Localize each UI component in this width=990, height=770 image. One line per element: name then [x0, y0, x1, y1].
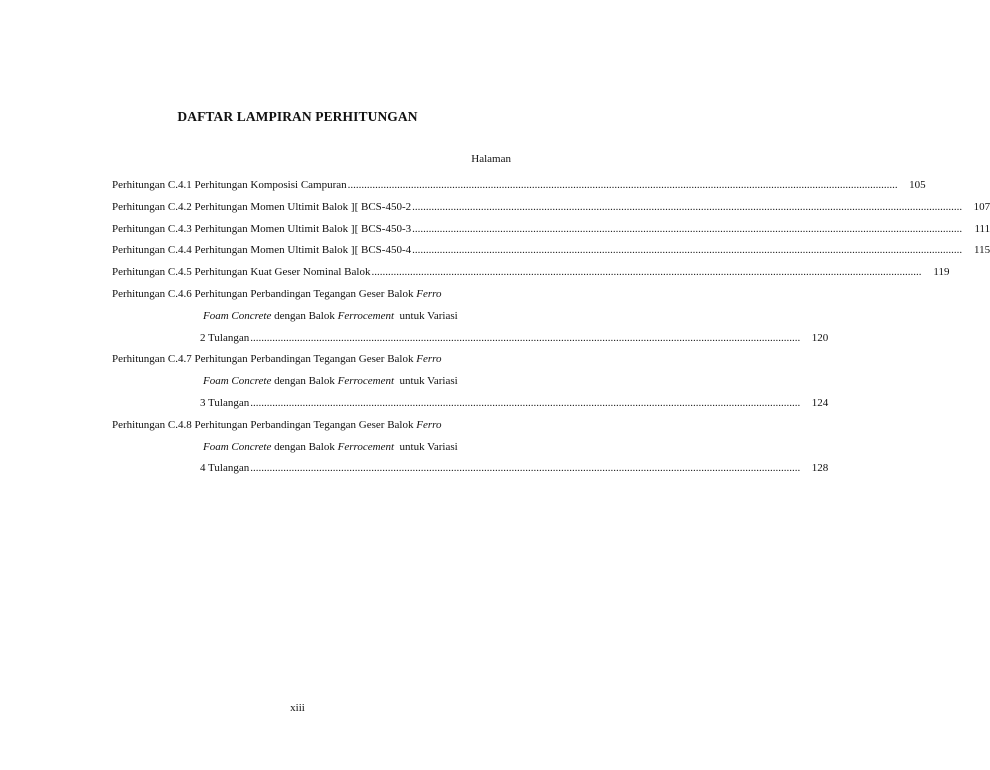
toc-entry-label: Perhitungan C.4.8 Perhitungan Perbandingan Tegangan Geser Balok: [112, 418, 414, 431]
toc-entry-line-1: [112, 352, 512, 374]
italic-term: Ferro: [416, 418, 442, 431]
italic-term: Foam Concrete: [203, 309, 272, 322]
italic-term: Ferrocement: [337, 440, 395, 453]
leader-dots: ........................................................................................................................................................................................................: [412, 200, 963, 213]
toc-entry-multiline[interactable]: [112, 287, 829, 352]
toc-entry[interactable]: [112, 200, 990, 222]
toc-entry[interactable]: [112, 222, 990, 244]
italic-term: Foam Concrete: [203, 375, 272, 388]
toc-entry-label: Perhitungan C.4.5 Perhitungan Kuat Geser Nominal Balok: [112, 266, 371, 279]
leader-dots: ........................................................................................................................................................................................................: [412, 222, 963, 235]
italic-term: Ferro: [416, 353, 442, 366]
toc-entry-page: 120: [811, 331, 829, 344]
leader-dots: ........................................................................................................................................................................................................: [250, 462, 801, 475]
toc-entry-line-2: Foam Concrete dengan Balok Ferrocement untuk Variasi: [203, 309, 458, 322]
leader-dots: ........................................................................................................................................................................................................: [371, 266, 922, 279]
halaman-header: Halaman: [471, 153, 511, 165]
toc-entry-page: 111: [974, 222, 990, 235]
toc-entry-label: Perhitungan C.4.7 Perhitungan Perbandingan Tegangan Geser Balok: [112, 353, 414, 366]
toc-entry-label: Perhitungan C.4.3 Perhitungan Momen Ultimit Balok ][ BCS-450-3: [112, 222, 412, 235]
toc-entry-page: 105: [909, 179, 926, 191]
toc-entry-multiline[interactable]: [112, 352, 829, 417]
italic-term: Ferrocement: [337, 375, 395, 388]
leader-dots: ........................................................................................................................................................................................................: [250, 331, 801, 344]
toc-entry-line-3: 2 Tulangan ........................................................................................................................................................................................................ 120: [200, 331, 829, 344]
toc-entry-line-1: [112, 287, 512, 309]
toc-entry-page: 119: [933, 266, 950, 279]
toc-entry-page: 124: [811, 396, 829, 409]
leader-dots: ........................................................................................................................................................................................................: [412, 244, 963, 257]
toc-entry-label: Perhitungan C.4.1 Perhitungan Komposisi Campuran: [112, 179, 347, 191]
toc-entry-label: Perhitungan C.4.6 Perhitungan Perbandingan Tegangan Geser Balok: [112, 287, 414, 300]
italic-term: Ferro: [416, 287, 442, 300]
toc-entry-line-1: [112, 418, 512, 440]
italic-term: Ferrocement: [337, 309, 395, 322]
toc-entry[interactable]: [112, 265, 950, 287]
toc-entry[interactable]: [112, 178, 926, 200]
toc-entry-line-2: Foam Concrete dengan Balok Ferrocement untuk Variasi: [203, 375, 458, 388]
toc-entry-page: 128: [811, 462, 829, 475]
toc-entry-line-3: 4 Tulangan ........................................................................................................................................................................................................ 128: [200, 462, 829, 475]
leader-dots: ........................................................................................................................................................................................................: [347, 179, 898, 191]
toc-entry-page: 115: [974, 244, 990, 257]
toc-entry[interactable]: [112, 243, 990, 265]
toc-entry-label: Perhitungan C.4.4 Perhitungan Momen Ultimit Balok ][ BCS-450-4: [112, 244, 412, 257]
toc-list: [112, 178, 990, 483]
page-number: xiii: [290, 702, 305, 714]
leader-dots: ........................................................................................................................................................................................................: [250, 396, 801, 409]
toc-entry-line-2: Foam Concrete dengan Balok Ferrocement untuk Variasi: [203, 440, 458, 453]
toc-entry-label: Perhitungan C.4.2 Perhitungan Momen Ultimit Balok ][ BCS-450-2: [112, 200, 412, 213]
toc-entry-multiline[interactable]: [112, 418, 829, 483]
italic-term: Foam Concrete: [203, 440, 272, 453]
page-title: DAFTAR LAMPIRAN PERHITUNGAN: [177, 109, 418, 124]
toc-entry-page: 107: [973, 200, 990, 213]
toc-entry-line-3: 3 Tulangan ........................................................................................................................................................................................................ 124: [200, 396, 829, 409]
